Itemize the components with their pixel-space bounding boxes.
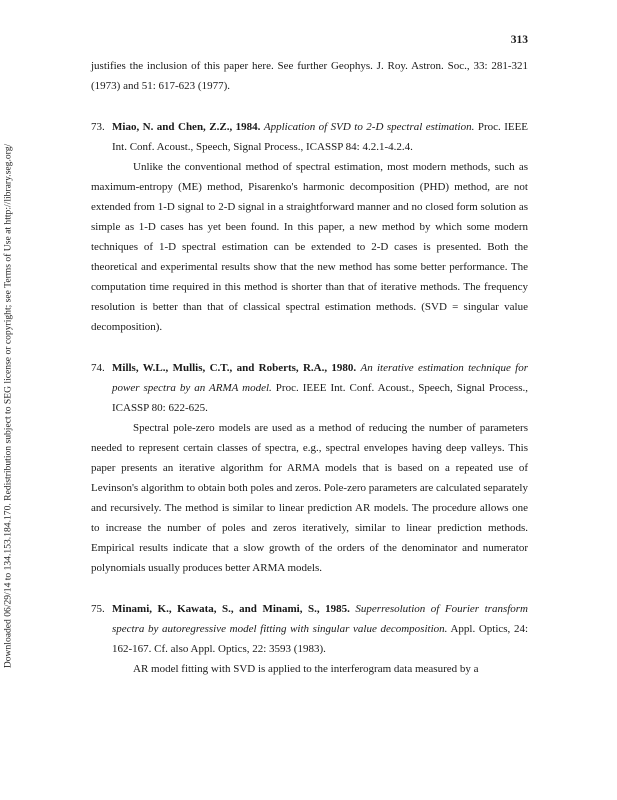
reference-number: 73.	[91, 121, 105, 133]
reference-source: Appl. Optics, 24: 162-167. Cf. also Appl. Optics, 22: 3593 (1983).	[112, 623, 528, 655]
reference-title: Superresolution of Fourier transform spectra by autoregressive model fitting with singular value decomposition.	[112, 603, 529, 635]
reference-authors: Mills, W.L., Mullis, C.T., and Roberts, R.A., 1980.	[112, 362, 357, 374]
reference-source: Proc. IEEE Int. Conf. Acoust., Speech, Signal Process., ICASSP 84: 4.2.1-4.2.4.	[112, 121, 529, 153]
reference-abstract: AR model fitting with SVD is applied to the interferogram data measured by a	[133, 663, 479, 675]
reference-number: 75.	[91, 603, 105, 615]
citation	[91, 358, 528, 418]
reference-number: 74.	[91, 362, 105, 374]
reference-authors: Miao, N. and Chen, Z.Z., 1984.	[112, 121, 261, 133]
reference-title: Application of SVD to 2-D spectral estimation.	[263, 121, 475, 133]
page-number: 313	[510, 34, 528, 46]
reference-abstract: Unlike the conventional method of spectral estimation, most modern methods, such as maximum-entropy (ME) method, Pisarenko's harmonic decomposition (PHD) method, are not extended from 1-D signal to 2-D signal in a straightforward manner and no closed form solution as simple as 1-D cases has yet been found. In this paper, a new method by which some modern techniques of 1-D spectral estimation can be extended to 2-D cases is presented. Both the theoretical and experimental results show that the new method has some better performance. The computation time required in this method is shorter than that of iterative methods. The frequency resolution is better than that of classical spectral estimation methods. (SVD = singular value decomposition).	[91, 161, 528, 333]
reference-abstract: Spectral pole-zero models are used as a method of reducing the number of parameters needed to represent certain classes of spectra, e.g., spectral envelopes having deep valleys. This paper presents an iterative algorithm for ARMA models that is based on a repeated use of Levinson's algorithm to obtain both poles and zeros. Pole-zero parameters are calculated separately and recursively. The method is similar to linear prediction AR models. The procedure allows one to increase the number of poles and zeros iteratively, similar to linear prediction methods. Empirical results indicate that a slow growth of the orders of the denominator and numerator polynomials usually produces better ARMA models.	[91, 422, 528, 574]
reference-entry-74	[91, 358, 528, 578]
download-watermark	[1, 122, 15, 690]
reference-title: An iterative estimation technique for power spectra by an ARMA model.	[112, 362, 528, 394]
reference-source: Proc. IEEE Int. Conf. Acoust., Speech, Signal Process., ICASSP 80: 622-625.	[112, 382, 528, 414]
reference-entry-75	[91, 599, 528, 679]
download-notice-text: Downloaded 06/29/14 to 134.153.184.170. Redistribution subject to SEG license or copyright; see Terms of Use at http://library.seg.org/	[2, 143, 14, 669]
continuation-paragraph: justifies the inclusion of this paper here. See further Geophys. J. Roy. Astron. Soc., 33: 281-321 (1973) and 51: 617-623 (1977).	[91, 60, 528, 92]
citation	[91, 599, 528, 659]
page-content	[91, 56, 528, 679]
reference-authors: Minami, K., Kawata, S., and Minami, S., 1985.	[112, 603, 350, 615]
citation	[91, 117, 528, 157]
reference-entry-73	[91, 117, 528, 337]
